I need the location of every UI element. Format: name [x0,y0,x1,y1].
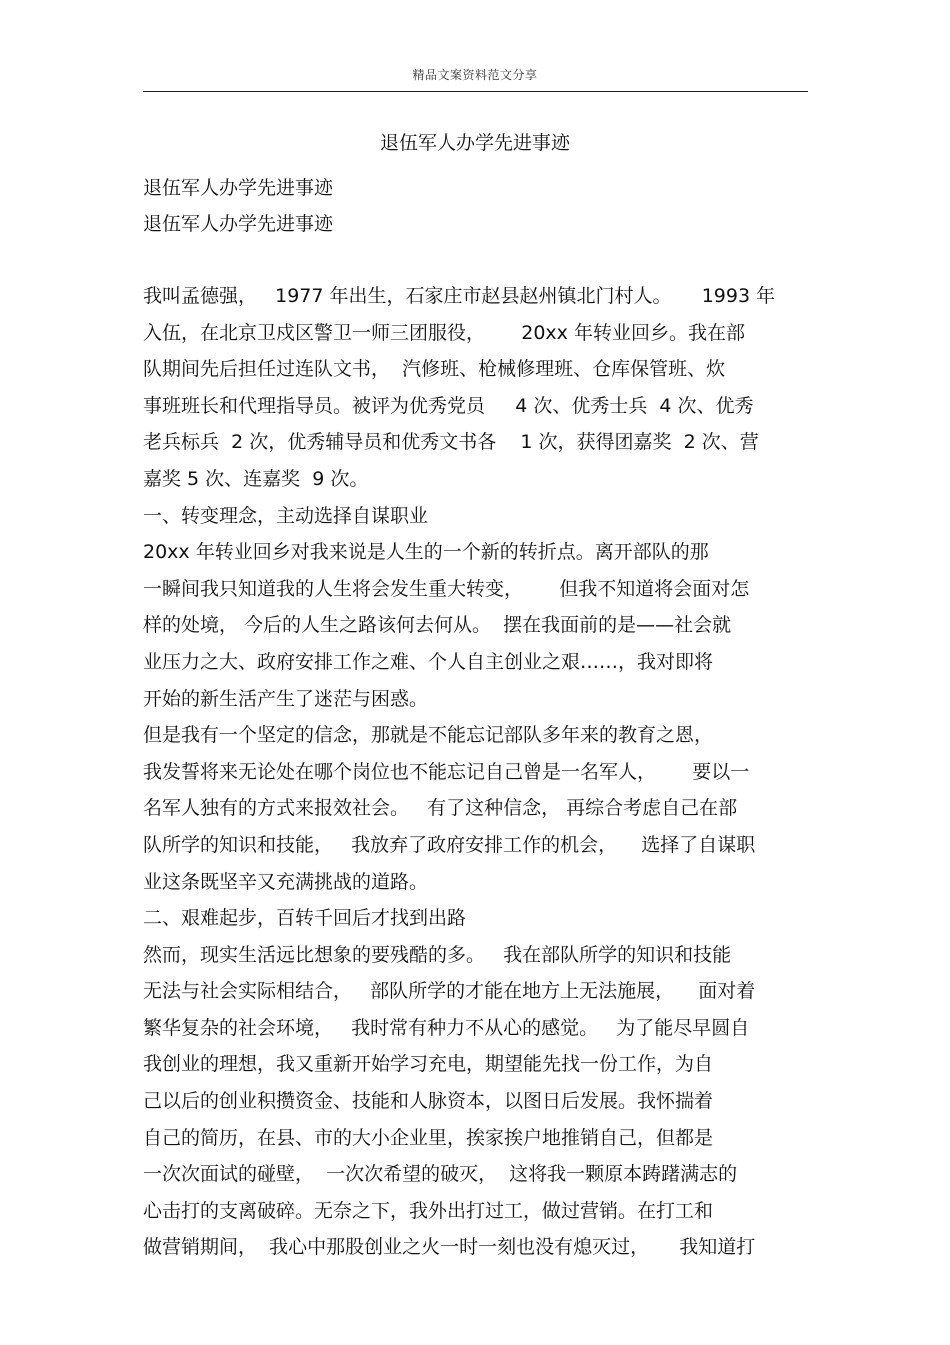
body-line: 业这条既坚辛又充满挑战的道路。 [143,870,429,893]
body-line: 我创业的理想，我又重新开始学习充电，期望能先找一份工作，为自 [143,1053,714,1076]
body-line: 己以后的创业积攒资金、技能和人脉资本，以图日后发展。我怀揣着 [143,1090,714,1113]
body-line: 业压力之大、政府安排工作之难、个人自主创业之艰……，我对即将 [143,650,714,673]
body-line: 做营销期间， 我心中那股创业之火一时一刻也没有熄灭过， 我知道打 [143,1236,756,1259]
body-line: 然而，现实生活远比想象的要残酷的多。 我在部队所学的知识和技能 [143,943,732,966]
body-line: 20xx 年转业回乡对我来说是人生的一个新的转折点。离开部队的那 [143,541,709,564]
header-divider [143,91,808,92]
body-line: 入伍，在北京卫戍区警卫一师三团服役， 20xx 年转业回乡。我在部 [143,321,745,344]
subtitle-2: 退伍军人办学先进事迹 [143,213,334,235]
body-line: 自己的简历，在县、市的大小企业里，挨家挨户地推销自己，但都是 [143,1126,714,1149]
page-header: 精品文案资料范文分享 [412,68,538,82]
body-line: 样的处境， 今后的人生之路该何去何从。 摆在我面前的是——社会就 [143,614,732,637]
body-line: 一瞬间我只知道我的人生将会发生重大转变， 但我不知道将会面对怎 [143,577,750,600]
body-line: 老兵标兵 2 次，优秀辅导员和优秀文书各 1 次，获得团嘉奖 2 次、营 [143,431,759,454]
body-line: 嘉奖 5 次、连嘉奖 9 次。 [143,467,369,490]
body-line: 一次次面试的碰壁， 一次次希望的破灭， 这将我一颗原本踌躇满志的 [143,1163,738,1186]
body-line: 开始的新生活产生了迷茫与困惑。 [143,687,429,710]
body-line: 二、艰难起步，百转千回后才找到出路 [143,907,467,930]
body-line: 繁华复杂的社会环境， 我时常有种力不从心的感觉。 为了能尽早圆自 [143,1016,750,1039]
body-line: 心击打的支离破碎。无奈之下，我外出打过工，做过营销。在打工和 [143,1199,714,1222]
body-line: 我叫孟德强， 1977 年出生，石家庄市赵县赵州镇北门村人。 1993 年 [143,285,776,307]
body-line: 事班班长和代理指导员。被评为优秀党员 4 次、优秀士兵 4 次、优秀 [143,394,754,417]
body-line: 名军人独有的方式来报效社会。 有了这种信念， 再综合考虑自己在部 [143,797,738,820]
document-title: 退伍军人办学先进事迹 [379,132,570,154]
body-line: 队期间先后担任过连队文书， 汽修班、枪械修理班、仓库保管班、炊 [143,358,726,381]
body-line: 一、转变理念，主动选择自谋职业 [143,504,429,527]
body-line: 我发誓将来无论处在哪个岗位也不能忘记自己曾是一名军人， 要以一 [143,760,750,783]
body-text [143,278,808,1266]
body-line: 但是我有一个坚定的信念，那就是不能忘记部队多年来的教育之恩， [143,724,714,747]
body-line: 无法与社会实际相结合， 部队所学的才能在地方上无法施展， 面对着 [143,980,756,1003]
body-line: 队所学的知识和技能， 我放弃了政府安排工作的机会， 选择了自谋职 [143,833,756,856]
subtitle-1: 退伍军人办学先进事迹 [143,177,334,199]
